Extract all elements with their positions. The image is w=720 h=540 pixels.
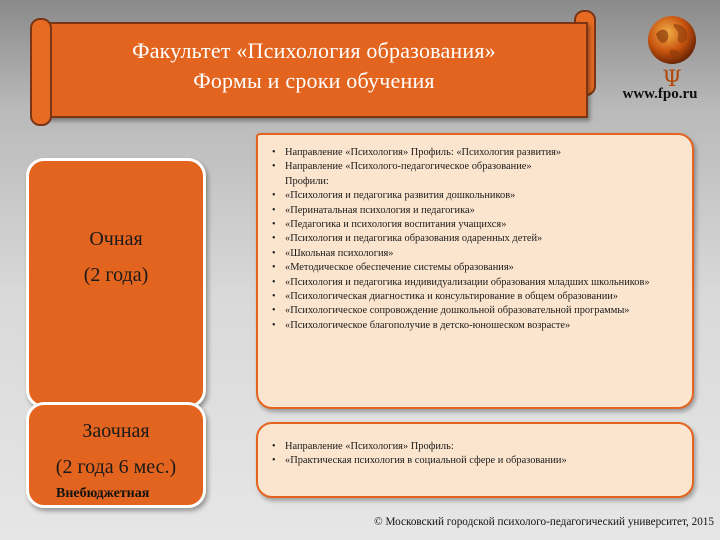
- program-item: • Направление «Психология» Профиль: «Психология развития»: [272, 146, 682, 160]
- program-item: • «Педагогика и психология воспитания учащихся»: [272, 218, 682, 232]
- program-item: • «Психологическая диагностика и консультирование в общем образовании»: [272, 290, 682, 304]
- program-item: • «Практическая психология в социальной сфере и образовании»: [272, 454, 682, 468]
- program-item: • «Психология и педагогика образования одаренных детей»: [272, 232, 682, 246]
- budget-note: Внебюджетная: [56, 486, 150, 501]
- program-item: • Направление «Психология» Профиль:: [272, 440, 682, 454]
- program-item: • «Психология и педагогика развития дошкольников»: [272, 189, 682, 203]
- program-item: • «Школьная психология»: [272, 247, 682, 261]
- program-item: • «Психология и педагогика индивидуализации образования младших школьников»: [272, 276, 682, 290]
- page-title-line-1: Факультет «Психология образования»: [132, 38, 496, 63]
- full-time-label: Очная: [89, 228, 143, 250]
- site-url-link[interactable]: www.fpo.ru: [622, 86, 698, 102]
- part-time-label: Заочная: [82, 420, 150, 442]
- page-title-line-2: Формы и сроки обучения: [193, 68, 435, 93]
- part-time-program-list: [272, 440, 682, 469]
- program-item: • «Психологическое благополучие в детско-юношеском возрасте»: [272, 319, 682, 333]
- full-time-duration: (2 года): [83, 264, 149, 286]
- full-time-program-list: [272, 146, 682, 333]
- part-time-programs-panel: [256, 422, 694, 498]
- program-item: • «Психологическое сопровождение дошкольной образовательной программы»: [272, 304, 682, 318]
- page-title: [40, 36, 588, 96]
- copyright-footer: © Московский городской психолого-педагогический университет, 2015: [374, 516, 714, 528]
- part-time-duration: (2 года 6 мес.): [55, 456, 177, 478]
- globe-psi-icon: [640, 12, 704, 88]
- program-item: • «Методическое обеспечение системы образования»: [272, 261, 682, 275]
- svg-text:Ψ: Ψ: [662, 67, 682, 88]
- program-item: • «Перинатальная психология и педагогика»: [272, 204, 682, 218]
- full-time-form-card: [26, 158, 206, 408]
- program-item: • Направление «Психолого-педагогическое образование»: [272, 160, 682, 174]
- profiles-heading: Профили:: [285, 175, 329, 187]
- full-time-programs-panel: [256, 133, 694, 409]
